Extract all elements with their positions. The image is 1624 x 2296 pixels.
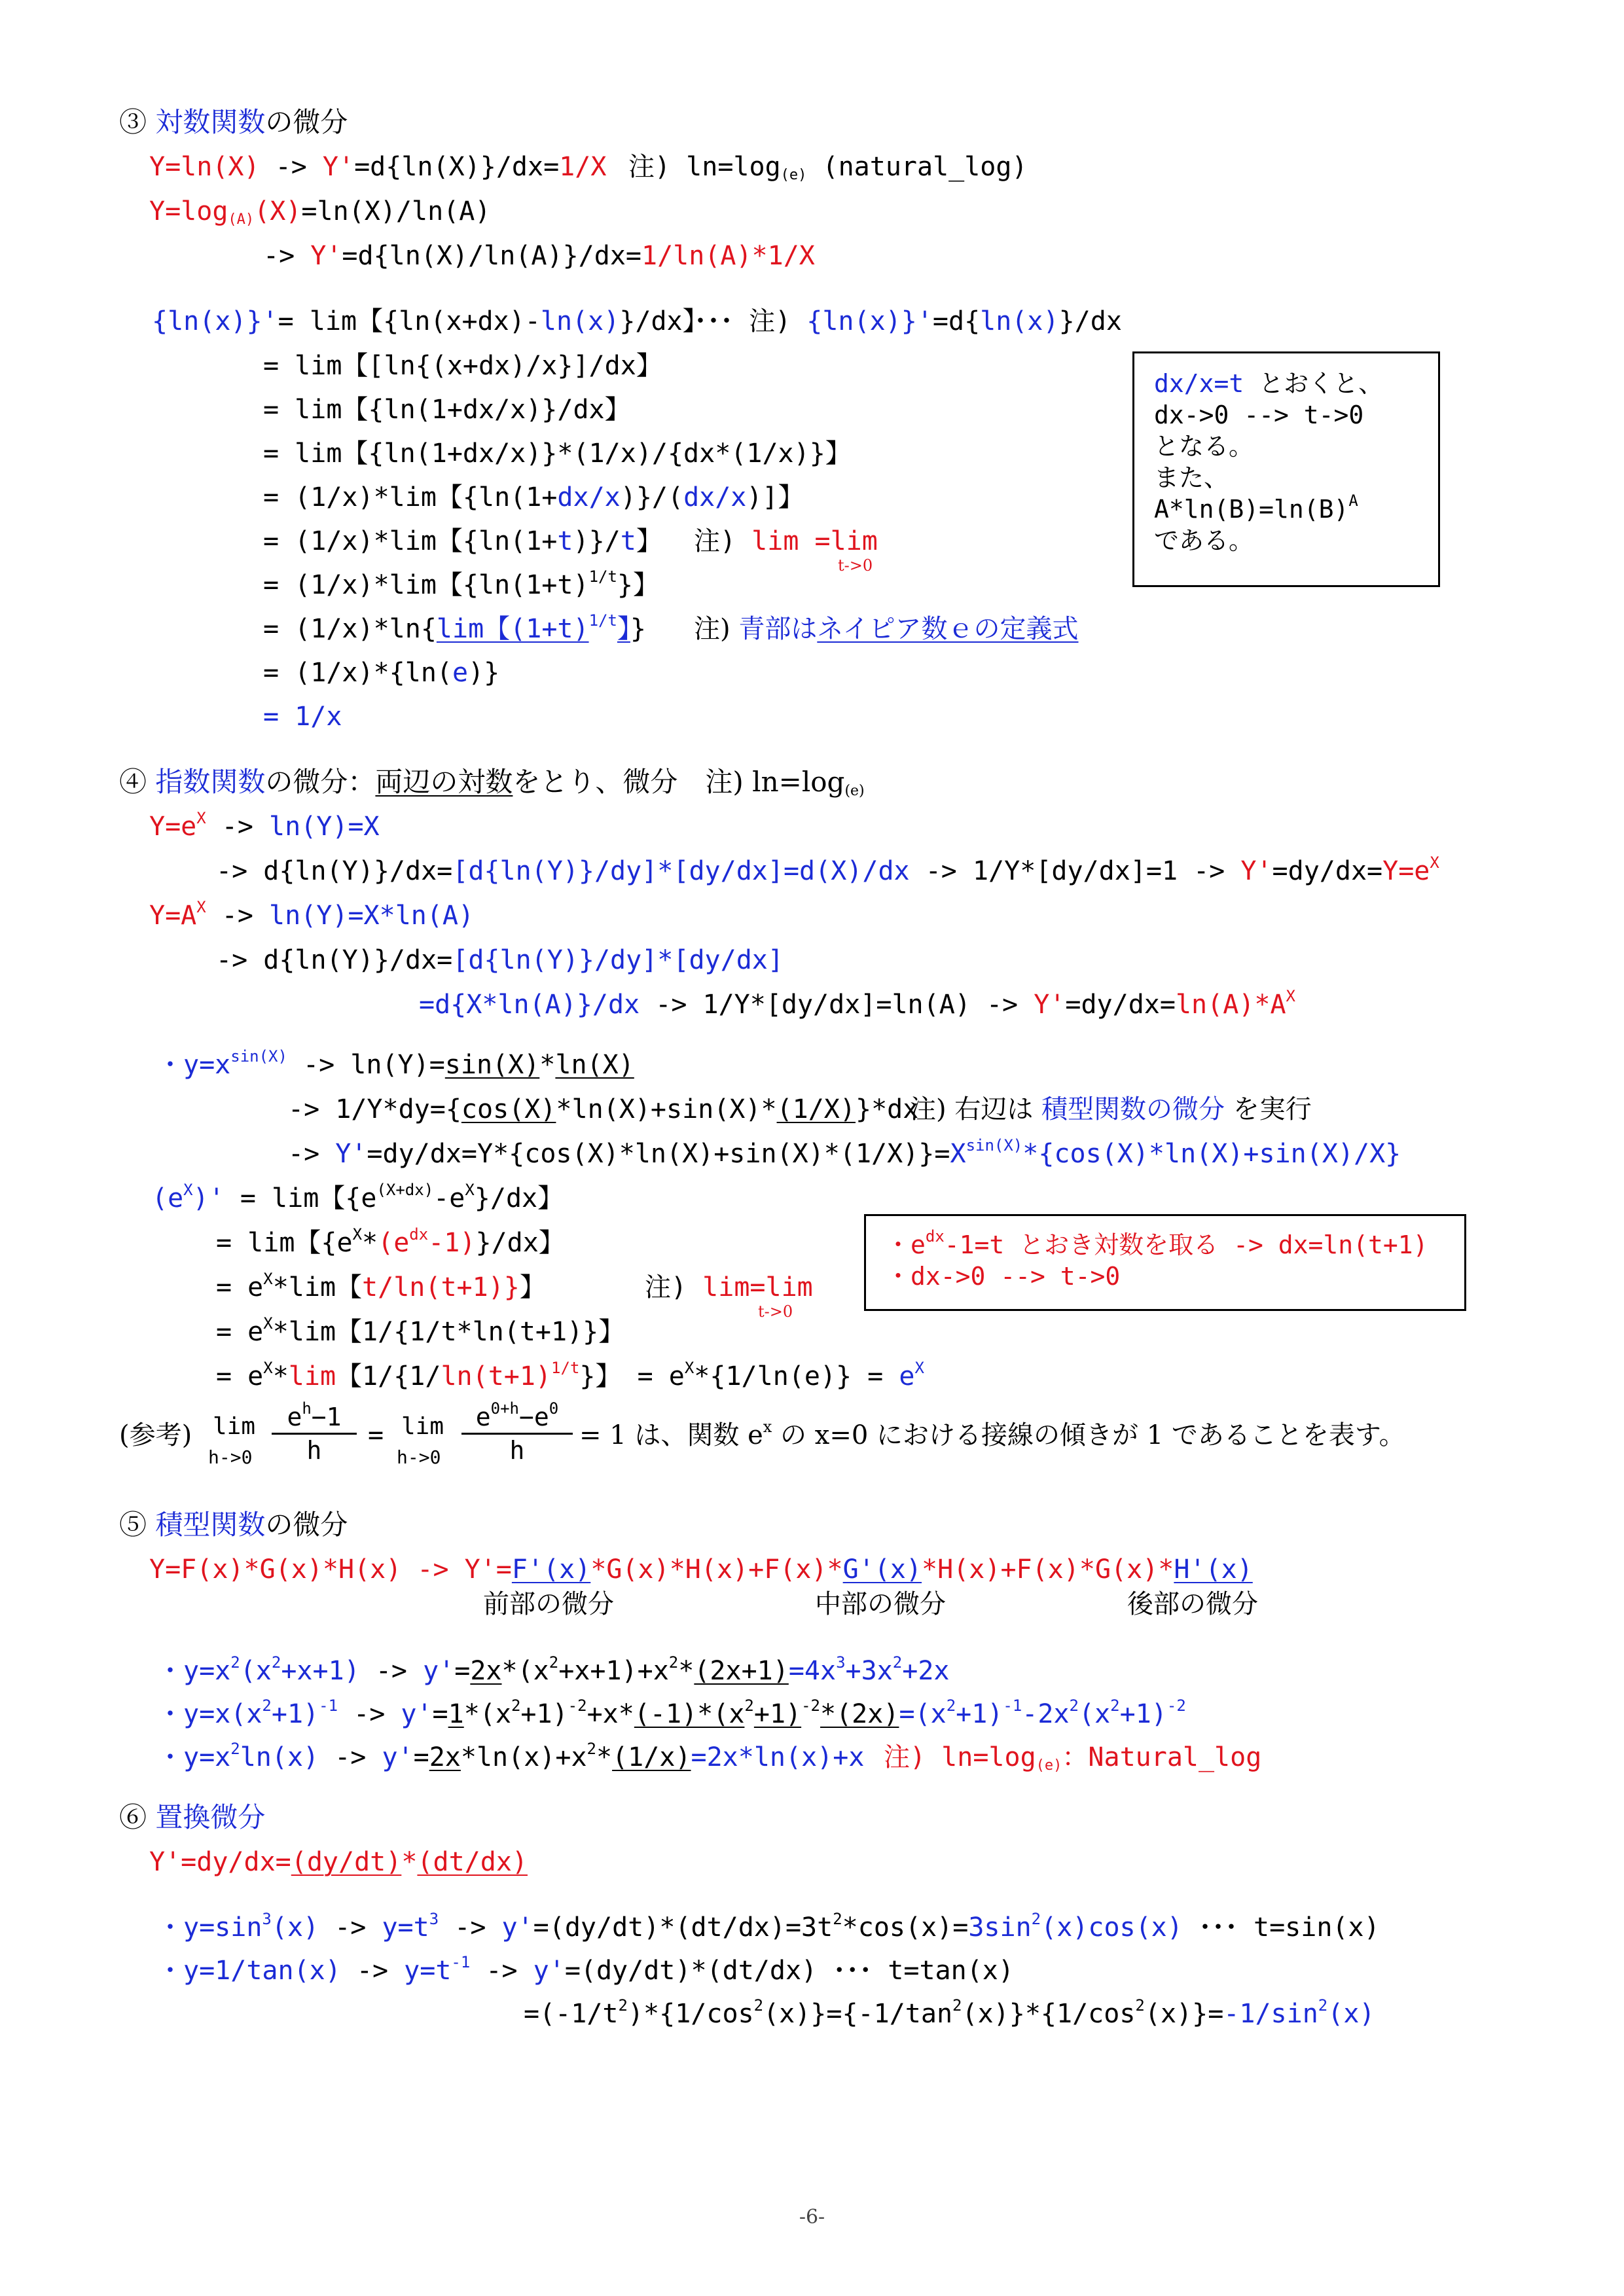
proof-line8: = (1/x)*ln{lim【$(1+t)^{1/t}$】} [263,611,647,644]
lim-subscript: t->0 [838,556,873,575]
proof-line1-note: ･･･ 注) {ln(x)}'=d{ln(x)}/dx [694,306,1122,336]
exp-c-line3: -> $Y'=dy/dx=Y*\{\cos(X)*\ln(X)+\sin(X)*(1/X)\}=X^{sin(X)}*\{\cos(X)*\ln(X)+\sin(X)/X\}$ [288,1136,1401,1169]
reference-lim-1: lim [213,1413,256,1440]
exp-proof-line3: = $e^X*\lim$【t/ln(t+1)}】 [216,1270,546,1302]
exp-proof-line2: = lim【$\{e^X*(e^{dx}-1)\}/dx$】 [216,1225,565,1258]
box2-line2: ・dx->0 --> t->0 [886,1262,1121,1291]
exp-b-line3: $=d\{X*\ln(A)\}/dx -> 1/Y*[dy/dx]=\ln(A) -> Y'=dy/dx=\ln(A)*A^X$ [419,987,1295,1020]
proof-line7: = (1/x)*lim【$\{\ln(1+t)^{1/t}\}$】 [263,567,660,600]
box1-line3: となる。 [1154,432,1254,461]
chain-example-2: ・$y=1/\tan(x) -> y=t^{-1} -> y'=(dy/dt)*(dt/dx)$ ･･･ t=tan(x) [157,1953,1014,1986]
proof-line5: = (1/x)*lim【{ln(1+dx/x)}/(dx/x)]】 [263,482,804,512]
product-rule-formula: Y=F(x)*G(x)*H(x) -> Y'=F'(x)*G(x)*H(x)+F(x)*G'(x)*H(x)+F(x)*G(x)*H'(x) [149,1554,1253,1585]
chain-example-2-cont: $=(-1/t^2)*\{1/\cos^2(x)\}=\{-1/\tan^2(x)\}*\{1/\cos^2(x)\}=-1/\sin^2(x)$ [524,1996,1375,2029]
box1-line5: $A*\ln(B)=\ln(B)^A$ [1154,492,1358,524]
proof-line2: = lim【[ln{(x+dx)/x}]/dx】 [263,351,662,381]
reference-fraction-2: $e^{0+h}-e^0$ h [461,1403,573,1465]
exp-c-line2-note: 注) 右辺は 積型関数の微分 を実行 [910,1094,1312,1124]
reference-explanation: = 1 は、関数 $e^x$ の x=0 における接線の傾きが 1 であることを表す。 [579,1418,1405,1450]
proof-line6-note: 注) lim =lim [694,526,878,556]
product-example-3: ・$y=x^2\ln(x) -> y'=2x*\ln(x)+x^2*(1/x)=2x*\ln(x)+x$ [157,1740,865,1772]
reference-lim-1-sub: h->0 [208,1446,253,1468]
box2-line1: ・$e^{dx}-1=t$ とおき対数を取る -> dx=ln(t+1) [886,1227,1428,1259]
box1-line2: dx->0 --> t->0 [1154,401,1364,429]
proof-line6: = (1/x)*lim【{ln(1+t)}/t】 [263,526,662,556]
proof-line3: = lim【{ln(1+dx/x)}/dx】 [263,395,631,425]
product-example-2: ・$y=x(x^2+1)^{-1} -> y'=1*(x^2+1)^{-2}+x*(-1)*(x^2+1)^{-2}*(2x)=(x^2+1)^{-1}-2x^2(x^2+1)^{-2}$ [157,1696,1186,1729]
substitution-note-box-2 [864,1214,1466,1311]
reference-label: (参考) [119,1420,192,1450]
proof-line9: = (1/x)*{ln(e)} [263,658,500,688]
section3-line3: -> Y'=d{ln(X)/ln(A)}/dx=1/ln(A)*1/X [263,241,815,271]
exp-c-line2: -> 1/Y*dy={cos(X)*ln(X)+sin(X)*(1/X)}*dx [288,1094,919,1124]
section3-line2: $Y=\log_{(A)}(X)=\ln(X)/\ln(A)$ [149,196,491,228]
reference-lim-2-sub: h->0 [397,1446,441,1468]
section3-line1: Y=ln(X) -> Y'=d{ln(X)}/dx=1/X [149,152,607,182]
reference-fraction-1: $e^h-1$ h [272,1403,357,1465]
exp-proof-line4: = $e^X*\lim$【1/{1/t*ln(t+1)}】 [216,1314,625,1347]
page-number: -6- [799,2206,825,2229]
box1-line4: また、 [1154,463,1229,492]
proof-line4: = lim【{ln(1+dx/x)}*(1/x)/{dx*(1/x)}】 [263,439,852,469]
proof-line10: = 1/x [263,702,342,732]
reference-lim-2: lim [401,1413,444,1440]
section3-heading: ③ 対数関数の微分 [119,106,348,138]
section4-heading: ④ 指数関数の微分：両辺の対数をとり、微分 注) $\ln=\log_{(e)}$ [119,766,865,799]
section3-note-natural-log: 注) $\ln=\log_{(e)}$ (natural_log) [628,152,1028,183]
lim-subscript-2: t->0 [758,1302,793,1321]
proof-line8-note: 注) 青部はネイピア数ｅの定義式 [694,614,1079,644]
section6-heading: ⑥ 置換微分 [119,1801,266,1833]
exp-a-line2: -> $d\{\ln(Y)\}/dx=[d\{\ln(Y)\}/dy]*[dy/dx]=d(X)/dx -> 1/Y*[dy/dx]=1 -> Y'=dy/dx=Y=e^X$ [216,853,1439,886]
section5-heading: ⑤ 積型関数の微分 [119,1509,348,1541]
exp-a-line1: $Y=e^X -> \ln(Y)=X$ [149,809,380,842]
exp-proof-line1: $(e^X)' = \lim$【$\{e^{(X+dx)}-e^X\}/dx$】 [152,1181,564,1213]
chain-rule-formula: Y'=dy/dx=(dy/dt)*(dt/dx) [149,1847,528,1877]
exp-c-line1: ・$y=x^{sin(X)} -> \ln(Y)=\sin(X)*\ln(X)$ [157,1047,634,1080]
box1-line6: である。 [1154,526,1254,555]
exp-b-line2: -> d{ln(Y)}/dx=[d{ln(Y)}/dy]*[dy/dx] [216,945,784,975]
chain-example-1: ・$y=\sin^3(x) -> y=t^3 -> y'=(dy/dt)*(dt/dx)=3t^2*\cos(x)=3\sin^2(x)\cos(x)$ ･･･ t=sin(x) [157,1910,1380,1943]
label-back-derivative: 後部の微分 [1127,1589,1258,1619]
label-middle-derivative: 中部の微分 [815,1589,946,1619]
label-front-derivative: 前部の微分 [483,1589,614,1619]
exp-proof-line5: = $e^X*\lim$【$1/\{1/\ln(t+1)^{1/t}\}$】 = $e^X*\{1/\ln(e)\} = e^X$ [216,1359,924,1391]
exp-b-line1: $Y=A^X -> \ln(Y)=X*\ln(A)$ [149,898,475,931]
product-example-1: ・$y=x^2(x^2+x+1) -> y'=2x*(x^2+x+1)+x^2*(2x+1)=4x^3+3x^2+2x$ [157,1653,950,1686]
exp-proof-line3-note: 注) lim=lim [645,1272,813,1302]
proof-line1: {ln(x)}'= lim【{ln(x+dx)-ln(x)}/dx】 [152,306,709,336]
substitution-note-box [1132,351,1440,587]
reference-equals-1: = [368,1420,384,1450]
product-example-3-note: 注) $\ln=\log_{(e)}$：Natural_log [884,1742,1262,1774]
box1-line1: dx/x=t とおくと、 [1154,369,1384,398]
